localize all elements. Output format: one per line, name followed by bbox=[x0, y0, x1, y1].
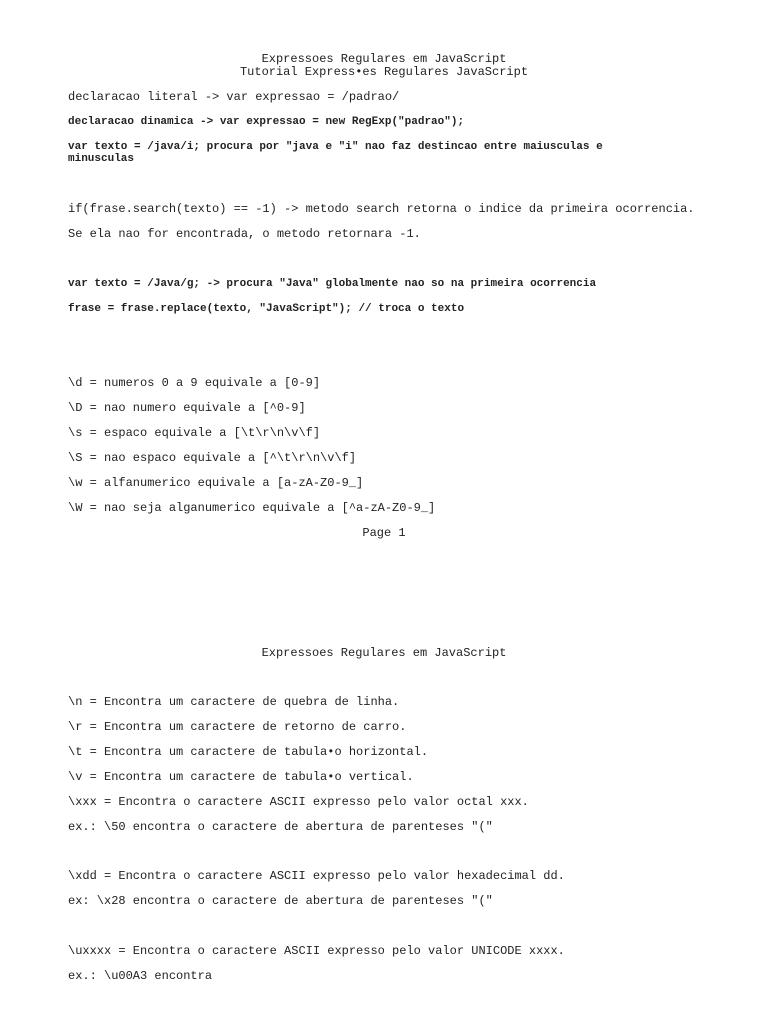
line-frase-search: if(frase.search(texto) == -1) -> metodo search retorna o indice da primeira ocorrencia. bbox=[68, 202, 695, 216]
line-xxx-octal: \xxx = Encontra o caractere ASCII expresso pelo valor octal xxx. bbox=[68, 795, 529, 809]
line-D-nao-numero: \D = nao numero equivale a [^0-9] bbox=[68, 401, 306, 415]
line-W-nao-alfanumerico: \W = nao seja alganumerico equivale a [^a-zA-Z0-9_] bbox=[68, 501, 436, 515]
line-declaracao-literal: declaracao literal -> var expressao = /padrao/ bbox=[68, 90, 400, 104]
line-ex-50: ex.: \50 encontra o caractere de abertura de parenteses "(" bbox=[68, 820, 493, 834]
page1-footer: Page 1 bbox=[362, 526, 406, 540]
line-ex-u00A3: ex.: \u00A3 encontra bbox=[68, 969, 213, 983]
line-frase-replace: frase = frase.replace(texto, "JavaScript"); // troca o texto bbox=[68, 303, 465, 315]
line-n-quebra: \n = Encontra um caractere de quebra de linha. bbox=[68, 695, 400, 709]
line-w-alfanumerico: \w = alfanumerico equivale a [a-zA-Z0-9_] bbox=[68, 476, 364, 490]
line-xdd-hex: \xdd = Encontra o caractere ASCII expresso pelo valor hexadecimal dd. bbox=[68, 869, 565, 883]
line-t-tabulacao: \t = Encontra um caractere de tabula•o horizontal. bbox=[68, 745, 429, 759]
line-nao-encontrada: Se ela nao for encontrada, o metodo retornara -1. bbox=[68, 227, 421, 241]
line-r-retorno: \r = Encontra um caractere de retorno de carro. bbox=[68, 720, 407, 734]
line-s-espaco: \s = espaco equivale a [\t\r\n\v\f] bbox=[68, 426, 321, 440]
line-ex-x28: ex: \x28 encontra o caractere de abertura de parenteses "(" bbox=[68, 894, 493, 908]
line-declaracao-dinamica: declaracao dinamica -> var expressao = new RegExp("padrao"); bbox=[68, 116, 465, 128]
line-minusculas: minusculas bbox=[68, 153, 135, 165]
line-var-texto-g: var texto = /Java/g; -> procura "Java" globalmente nao so na primeira ocorrencia bbox=[68, 278, 597, 290]
page1-subtitle: Tutorial Express•es Regulares JavaScript bbox=[239, 65, 529, 79]
page2-title: Expressoes Regulares em JavaScript bbox=[261, 646, 507, 660]
line-d-numeros: \d = numeros 0 a 9 equivale a [0-9] bbox=[68, 376, 321, 390]
line-S-nao-espaco: \S = nao espaco equivale a [^\t\r\n\v\f] bbox=[68, 451, 357, 465]
line-var-texto-i: var texto = /java/i; procura por "java e "i" nao faz destincao entre maiusculas e bbox=[68, 141, 603, 153]
line-v-tabulacao: \v = Encontra um caractere de tabula•o vertical. bbox=[68, 770, 414, 784]
page1-title: Expressoes Regulares em JavaScript bbox=[261, 52, 507, 66]
line-uxxxx-unicode: \uxxxx = Encontra o caractere ASCII expresso pelo valor UNICODE xxxx. bbox=[68, 944, 565, 958]
